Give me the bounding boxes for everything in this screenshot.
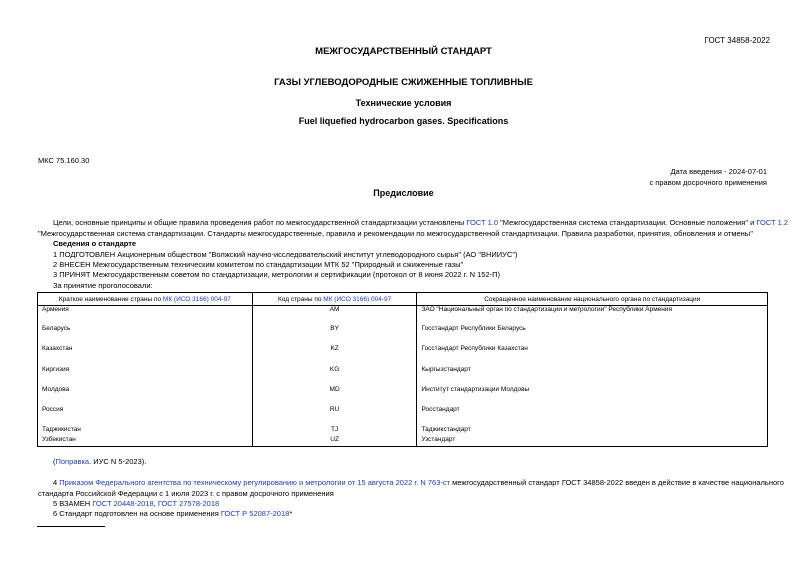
code-cell: RU — [252, 406, 417, 426]
item-4-number: 4 — [53, 478, 60, 487]
document-subtitle: Технические условия — [355, 98, 452, 108]
column-header-country — [38, 293, 253, 306]
standard-type-heading: МЕЖГОСУДАРСТВЕННЫЙ СТАНДАРТ — [315, 46, 492, 57]
preface-item-5 — [53, 499, 219, 508]
code-cell: TJ — [252, 426, 417, 436]
code-cell: KZ — [252, 345, 417, 366]
item-6-text: 6 Стандарт подготовлен на основе применения — [53, 509, 221, 518]
gost-20448-link[interactable]: ГОСТ 20448-2018 — [92, 499, 154, 508]
document-code: ГОСТ 34858-2022 — [704, 36, 770, 45]
gost-r-52087-link[interactable]: ГОСТ Р 52087-2018 — [220, 509, 290, 518]
preface-heading: Предисловие — [373, 188, 434, 198]
early-application-note: с правом досрочного применения — [649, 178, 767, 187]
header-text: Краткое наименование страны по — [58, 295, 163, 303]
body-cell: Госстандарт Республики Беларусь — [417, 325, 768, 345]
table-row — [38, 426, 768, 436]
country-cell: Беларусь — [38, 325, 253, 345]
voted-label: За принятие проголосовали: — [53, 281, 153, 290]
mk-iso-3166-link[interactable]: МК (ИСО 3166) 004-97 — [323, 295, 392, 303]
body-cell: ЗАО "Национальный орган по стандартизации и метрологии" Республики Армения — [417, 306, 768, 325]
amendment-link[interactable]: Поправка — [55, 457, 90, 466]
preface-item-4-line2: стандарта Российской Федерации с 1 июля 2023 г. с правом досрочного применения — [38, 489, 334, 498]
code-cell: MD — [252, 386, 417, 406]
preface-paragraph-line2: "Межгосударственная система стандартизации. Стандарты межгосударственные, правила и рекомендации по межгосударственной стандартизации. Правила разработки, принятия, обновления и отмены" — [38, 229, 753, 238]
standard-info-heading: Сведения о стандарте — [53, 239, 137, 248]
table-row — [38, 436, 768, 447]
introduction-date: Дата введения - 2024-07-01 — [670, 167, 767, 176]
table-header-row — [38, 293, 768, 306]
country-cell: Казахстан — [38, 345, 253, 366]
header-text: Код страны по — [277, 295, 324, 303]
mk-iso-3166-link[interactable]: МК (ИСО 3166) 004-97 — [162, 295, 231, 303]
preface-item-4-line1 — [53, 478, 784, 487]
code-cell: BY — [252, 325, 417, 345]
country-cell: Узбекистан — [38, 436, 253, 447]
country-cell: Россия — [38, 406, 253, 426]
gost-1-2-link[interactable]: ГОСТ 1.2 — [756, 218, 789, 227]
preface-text: "Межгосударственная система стандартизации. Основные положения" и — [498, 218, 757, 227]
code-cell: AM — [252, 306, 417, 325]
preface-item-3: 3 ПРИНЯТ Межгосударственным советом по стандартизации, метрологии и сертификации (протокол от 8 июня 2022 г. N 152-П) — [53, 270, 501, 279]
preface-item-6 — [53, 509, 292, 518]
table-row — [38, 406, 768, 426]
item-5-separator: , — [153, 499, 158, 508]
english-title: Fuel liquefied hydrocarbon gases. Specifications — [298, 116, 509, 126]
country-cell: Таджикистан — [38, 426, 253, 436]
body-cell: Госстандарт Республики Казахстан — [417, 345, 768, 366]
item-4-text: межгосударственный стандарт ГОСТ 34858-2022 введен в действие в качестве национального — [450, 478, 784, 487]
body-cell: Кыргызстандарт — [417, 366, 768, 386]
states-table — [37, 292, 768, 447]
country-cell: Армения — [38, 306, 253, 325]
country-cell: Молдова — [38, 386, 253, 406]
preface-item-2: 2 ВНЕСЕН Межгосударственным техническим комитетом по стандартизации МТК 52 "Природный и сжиженные газы" — [53, 260, 464, 269]
country-cell: Киргизия — [38, 366, 253, 386]
rosstandart-order-link[interactable]: Приказом Федерального агентства по техническому регулированию и метрологии от 15 августа 2022 г. N 763-ст — [59, 478, 451, 487]
mks-code: МКС 75.160.30 — [38, 156, 90, 165]
item-5-text: 5 ВЗАМЕН — [53, 499, 93, 508]
code-cell: UZ — [252, 436, 417, 447]
amendment-bracket: ( — [53, 457, 56, 466]
preface-paragraph-line1 — [53, 218, 788, 227]
body-cell: Таджикстандарт — [417, 426, 768, 436]
body-cell: Узстандарт — [417, 436, 768, 447]
code-cell: KG — [252, 366, 417, 386]
column-header-body: Сокращенное наименование национального органа по стандартизации — [417, 293, 768, 306]
table-row — [38, 325, 768, 345]
gost-1-0-link[interactable]: ГОСТ 1.0 — [466, 218, 499, 227]
table-row — [38, 306, 768, 325]
gost-27578-link[interactable]: ГОСТ 27578-2018 — [157, 499, 220, 508]
footnote-asterisk: * — [289, 509, 293, 518]
amendment-text: . ИУС N 5-2023). — [89, 457, 147, 466]
amendment-note — [53, 457, 146, 466]
table-row — [38, 366, 768, 386]
preface-text: Цели, основные принципы и общие правила проведения работ по межгосударственной стандартизации установлены — [53, 218, 467, 227]
footnote-divider — [37, 526, 105, 527]
table-row — [38, 345, 768, 366]
column-header-code — [252, 293, 417, 306]
preface-item-1: 1 ПОДГОТОВЛЕН Акционерным обществом "Волжский научно-исследовательский институт углеводородного сырья" (АО "ВНИИУС") — [53, 250, 518, 259]
body-cell: Институт стандартизации Молдовы — [417, 386, 768, 406]
document-title: ГАЗЫ УГЛЕВОДОРОДНЫЕ СЖИЖЕННЫЕ ТОПЛИВНЫЕ — [274, 77, 533, 88]
body-cell: Росстандарт — [417, 406, 768, 426]
table-row — [38, 386, 768, 406]
